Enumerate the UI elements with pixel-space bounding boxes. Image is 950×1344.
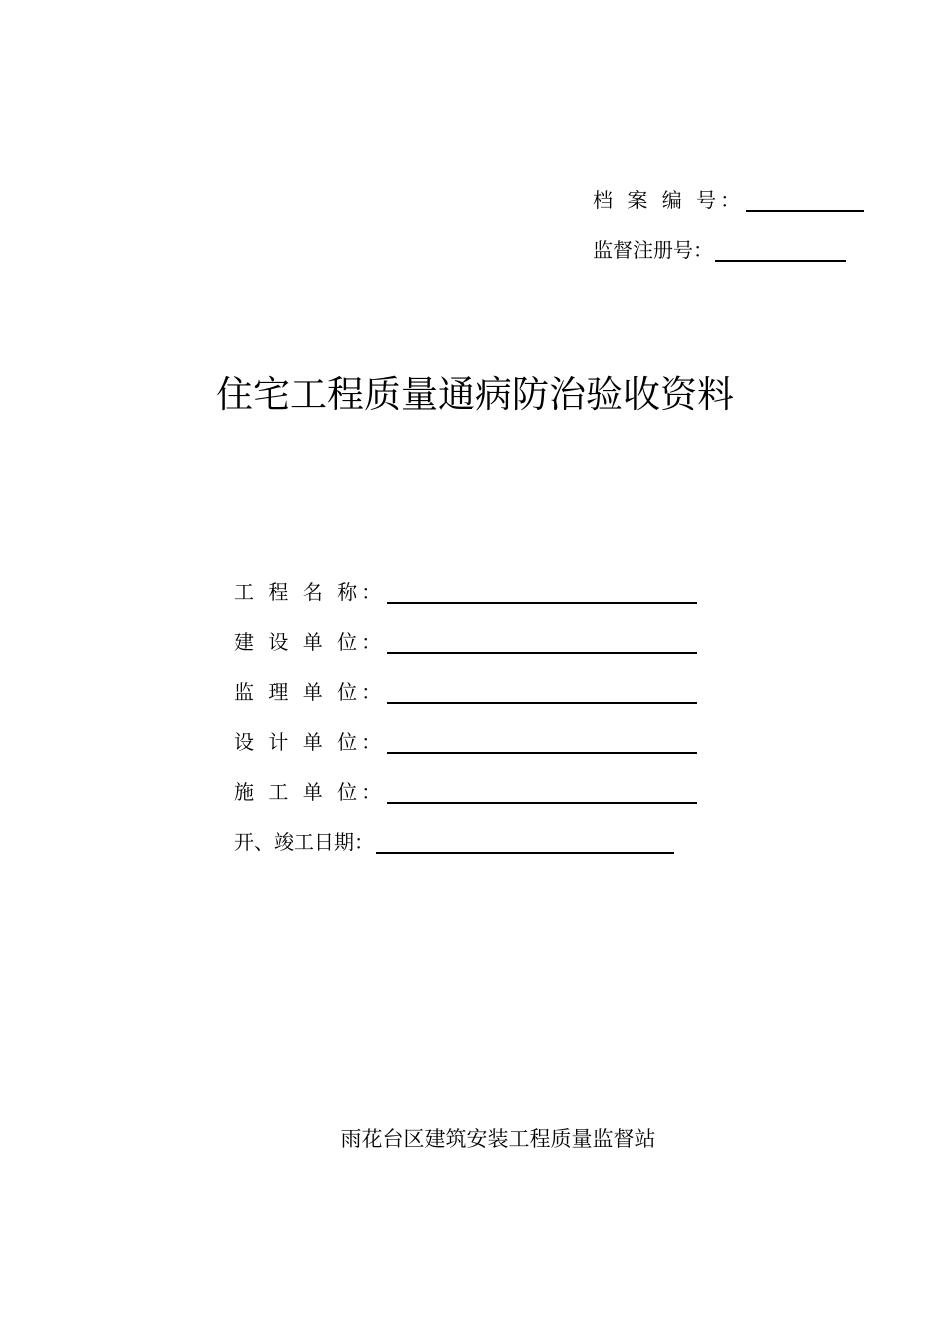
supervisor-row xyxy=(234,680,697,704)
supervision-reg-row xyxy=(593,238,846,262)
archive-no-row xyxy=(593,188,864,212)
designer-label: 设 计 单 位： xyxy=(234,730,386,754)
supervision-reg-label: 监督注册号： xyxy=(593,238,713,262)
project-name-field[interactable] xyxy=(387,582,697,604)
contractor-field[interactable] xyxy=(387,782,697,804)
supervision-reg-field[interactable] xyxy=(715,240,846,262)
developer-field[interactable] xyxy=(387,632,697,654)
archive-no-label: 档 案 编 号： xyxy=(593,188,745,212)
contractor-label: 施 工 单 位： xyxy=(234,780,386,804)
dates-label: 开、竣工日期： xyxy=(234,830,374,854)
archive-no-field[interactable] xyxy=(746,190,864,212)
contractor-row xyxy=(234,780,697,804)
dates-row xyxy=(234,830,674,854)
supervisor-field[interactable] xyxy=(387,682,697,704)
developer-row xyxy=(234,630,697,654)
developer-label: 建 设 单 位： xyxy=(234,630,386,654)
issuing-authority: 雨花台区建筑安装工程质量监督站 xyxy=(340,1127,656,1151)
project-name-label: 工 程 名 称： xyxy=(234,580,386,604)
supervisor-label: 监 理 单 位： xyxy=(234,680,386,704)
project-name-row xyxy=(234,580,697,604)
designer-row xyxy=(234,730,697,754)
designer-field[interactable] xyxy=(387,732,697,754)
dates-field[interactable] xyxy=(376,832,674,854)
document-title: 住宅工程质量通病防治验收资料 xyxy=(216,373,734,416)
